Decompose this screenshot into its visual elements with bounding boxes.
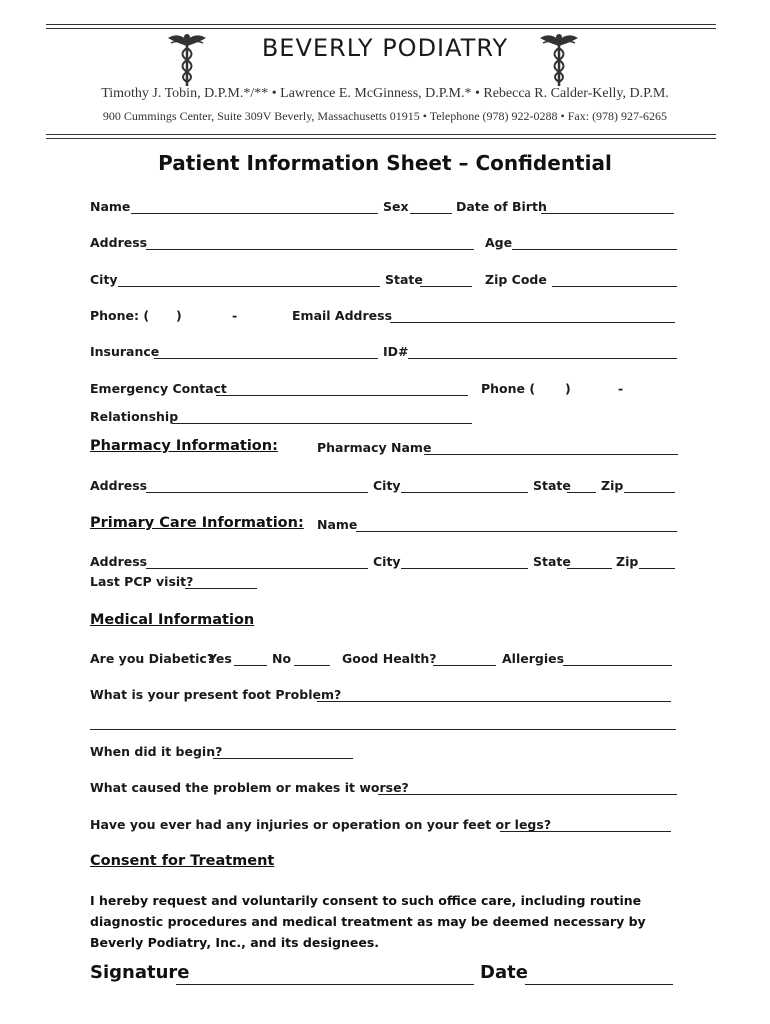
- injuries-field[interactable]: [500, 831, 671, 832]
- diabetic-yes-field[interactable]: [234, 665, 267, 666]
- id-field[interactable]: [408, 358, 677, 359]
- header-rule-bottom-2: [46, 138, 716, 139]
- phone-dash: -: [232, 308, 238, 323]
- foot-problem-label: What is your present foot Problem?: [90, 687, 342, 702]
- emergency-phone-dash: -: [618, 381, 624, 396]
- foot-problem-field-line-2[interactable]: [90, 729, 676, 730]
- good-health-label: Good Health?: [342, 651, 437, 666]
- city-field[interactable]: [118, 286, 380, 287]
- state-field[interactable]: [420, 286, 472, 287]
- good-health-field[interactable]: [433, 665, 496, 666]
- relationship-label: Relationship: [90, 409, 179, 424]
- allergies-label: Allergies: [502, 651, 565, 666]
- pharmacy-zip-field[interactable]: [624, 492, 675, 493]
- emergency-contact-label: Emergency Contact: [90, 381, 227, 396]
- sex-label: Sex: [383, 199, 409, 214]
- name-label: Name: [90, 199, 131, 214]
- signature-label: Signature: [90, 962, 190, 983]
- email-field[interactable]: [390, 322, 675, 323]
- pcp-state-field[interactable]: [567, 568, 612, 569]
- primary-care-heading: Primary Care Information:: [90, 515, 304, 531]
- pharmacy-address-field[interactable]: [146, 492, 368, 493]
- emergency-phone-label: Phone (: [481, 381, 536, 396]
- practice-name: BEVERLY PODIATRY: [261, 34, 509, 62]
- pharmacy-name-label: Pharmacy Name: [317, 440, 432, 455]
- consent-text: I hereby request and voluntarily consent to such office care, including routine diagnostic procedures and medical treatment as may be deemed necessary by Beverly Podiatry, Inc., and its designees.: [90, 893, 646, 950]
- emergency-contact-field[interactable]: [216, 395, 468, 396]
- consent-heading: Consent for Treatment: [90, 853, 275, 869]
- pharmacy-state-field[interactable]: [567, 492, 596, 493]
- address-field[interactable]: [146, 249, 474, 250]
- foot-problem-field[interactable]: [317, 701, 671, 702]
- pharmacy-name-field[interactable]: [424, 454, 678, 455]
- sex-field[interactable]: [410, 213, 452, 214]
- medical-heading: Medical Information: [90, 612, 255, 628]
- age-field[interactable]: [512, 249, 677, 250]
- pharmacy-heading: Pharmacy Information:: [90, 438, 278, 454]
- dob-label: Date of Birth: [456, 199, 547, 214]
- header-rule-bottom: [46, 134, 716, 135]
- diabetic-no-label: No: [272, 651, 292, 666]
- insurance-label: Insurance: [90, 344, 160, 359]
- pharmacy-city-label: City: [373, 478, 401, 493]
- pcp-city-field[interactable]: [401, 568, 528, 569]
- cause-label: What caused the problem or makes it worse?: [90, 780, 409, 795]
- emergency-phone-paren: ): [565, 381, 571, 396]
- phone-paren: ): [176, 308, 182, 323]
- insurance-field[interactable]: [154, 358, 378, 359]
- begin-field[interactable]: [213, 758, 353, 759]
- diabetic-yes-label: Yes: [208, 651, 232, 666]
- city-label: City: [90, 272, 118, 287]
- begin-label: When did it begin?: [90, 744, 223, 759]
- cause-field[interactable]: [378, 794, 677, 795]
- name-field[interactable]: [131, 213, 378, 214]
- pcp-address-field[interactable]: [146, 568, 368, 569]
- zip-code-label: Zip Code: [485, 272, 547, 287]
- doctors-line: Timothy J. Tobin, D.P.M.*/** • Lawrence E. McGinness, D.P.M.* • Rebecca R. Calder-Kelly, D.P.M.: [101, 86, 669, 101]
- id-label: ID#: [383, 344, 409, 359]
- pcp-state-label: State: [533, 554, 571, 569]
- pcp-city-label: City: [373, 554, 401, 569]
- state-label: State: [385, 272, 423, 287]
- header-rule-top-2: [46, 28, 716, 29]
- diabetic-no-field[interactable]: [294, 665, 330, 666]
- signature-date-field[interactable]: [525, 984, 673, 985]
- allergies-field[interactable]: [563, 665, 672, 666]
- address-label: Address: [90, 235, 148, 250]
- email-label: Email Address: [292, 308, 393, 323]
- signature-date-label: Date: [480, 962, 528, 983]
- injuries-label: Have you ever had any injuries or operation on your feet or legs?: [90, 817, 552, 832]
- pcp-name-label: Name: [317, 517, 358, 532]
- pharmacy-address-label: Address: [90, 478, 148, 493]
- phone-label: Phone: (: [90, 308, 150, 323]
- age-label: Age: [485, 235, 513, 250]
- pharmacy-state-label: State: [533, 478, 571, 493]
- pcp-name-field[interactable]: [356, 531, 677, 532]
- pcp-zip-field[interactable]: [639, 568, 675, 569]
- signature-field[interactable]: [176, 984, 474, 985]
- dob-field[interactable]: [541, 213, 674, 214]
- pharmacy-city-field[interactable]: [401, 492, 528, 493]
- diabetic-label: Are you Diabetic?: [90, 651, 215, 666]
- last-pcp-visit-field[interactable]: [185, 588, 257, 589]
- pharmacy-zip-label: Zip: [601, 478, 624, 493]
- page-title: Patient Information Sheet – Confidential: [158, 151, 612, 175]
- header-rule-top: [46, 24, 716, 25]
- pcp-address-label: Address: [90, 554, 148, 569]
- zip-code-field[interactable]: [552, 286, 677, 287]
- last-pcp-visit-label: Last PCP visit?: [90, 574, 194, 589]
- pcp-zip-label: Zip: [616, 554, 639, 569]
- address-line: 900 Cummings Center, Suite 309V Beverly, Massachusetts 01915 • Telephone (978) 922-0288 • Fax: (978) 927-6265: [102, 109, 668, 123]
- relationship-field[interactable]: [172, 423, 472, 424]
